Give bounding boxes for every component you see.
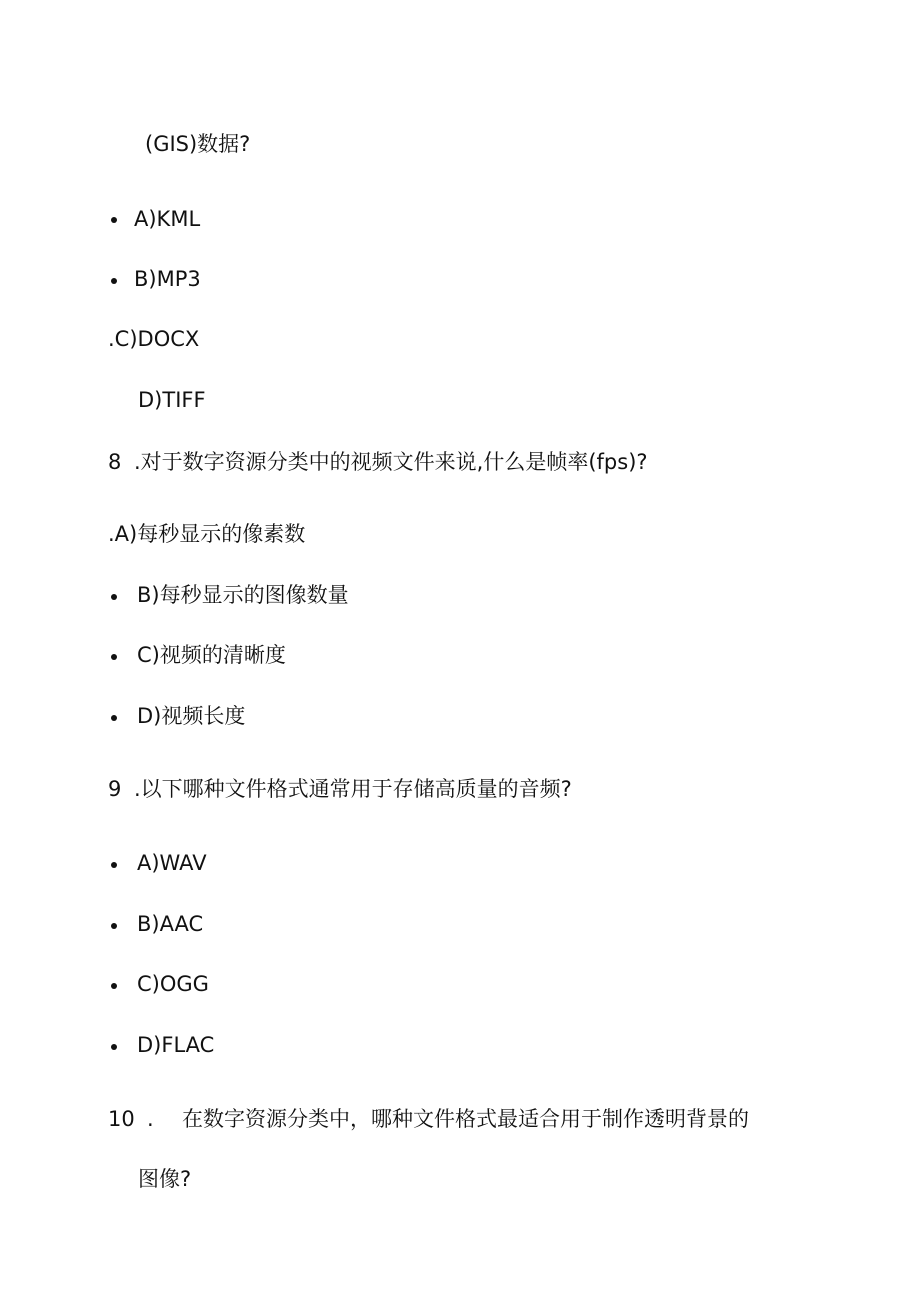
question-8-text: .对于数字资源分类中的视频文件来说,什么是帧率(fps)? bbox=[134, 450, 648, 474]
bullet-icon bbox=[111, 1044, 117, 1050]
question-9-option-c: C)OGG bbox=[137, 972, 209, 996]
question-9-option-a: A)WAV bbox=[137, 851, 207, 875]
bullet-icon bbox=[111, 654, 117, 660]
question-7-option-c: .C)DOCX bbox=[108, 327, 200, 351]
question-8-option-d: D)视频长度 bbox=[137, 704, 246, 728]
question-9-option-d: D)FLAC bbox=[137, 1033, 215, 1057]
question-8-option-c: C)视频的清晰度 bbox=[137, 643, 286, 667]
question-10-dot: . bbox=[147, 1107, 154, 1131]
question-10-continuation: 图像? bbox=[138, 1167, 192, 1191]
question-8-option-a: .A)每秒显示的像素数 bbox=[108, 522, 306, 546]
question-7-option-d: D)TIFF bbox=[138, 388, 206, 412]
question-9-text: .以下哪种文件格式通常用于存储高质量的音频? bbox=[134, 777, 572, 801]
question-9-number: 9 bbox=[108, 777, 122, 801]
question-7-continuation: (GIS)数据? bbox=[145, 132, 251, 156]
bullet-icon bbox=[111, 217, 117, 223]
bullet-icon bbox=[111, 862, 117, 868]
question-7-option-b: B)MP3 bbox=[134, 267, 201, 291]
question-7-option-a: A)KML bbox=[134, 207, 201, 231]
question-8-option-b: B)每秒显示的图像数量 bbox=[137, 583, 349, 607]
bullet-icon bbox=[111, 923, 117, 929]
question-10-text: 在数字资源分类中，哪种文件格式最适合用于制作透明背景的 bbox=[182, 1107, 749, 1131]
question-10-number: 10 bbox=[108, 1107, 135, 1131]
bullet-icon bbox=[111, 594, 117, 600]
bullet-icon bbox=[111, 983, 117, 989]
question-9-option-b: B)AAC bbox=[137, 912, 204, 936]
question-8-number: 8 bbox=[108, 450, 122, 474]
bullet-icon bbox=[111, 278, 117, 284]
bullet-icon bbox=[111, 715, 117, 721]
